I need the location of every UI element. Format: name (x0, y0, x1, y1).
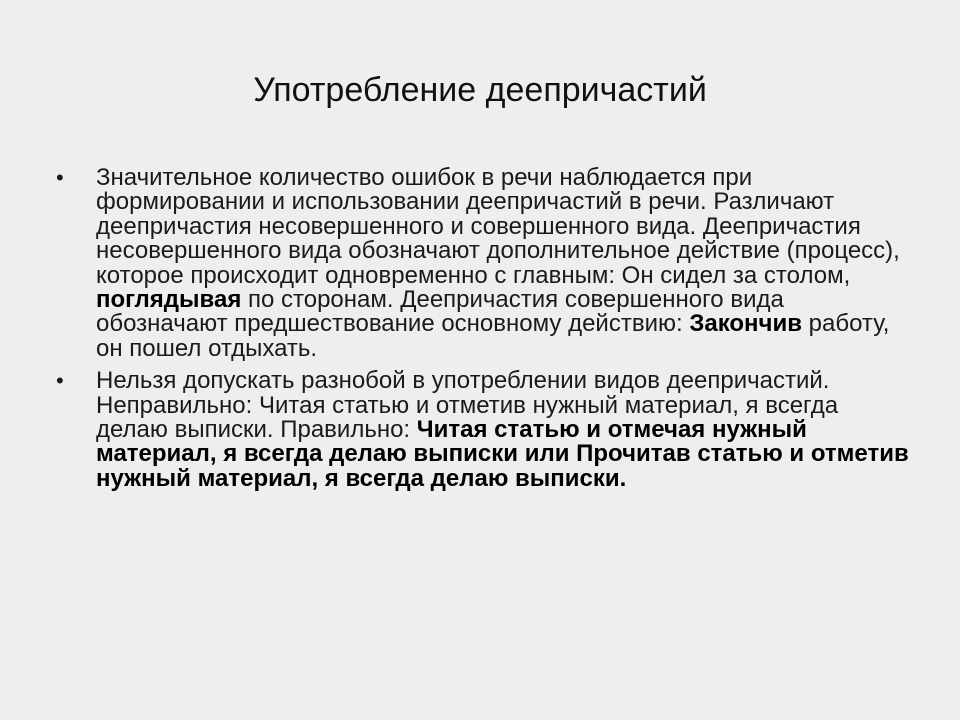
bullet-item (56, 166, 916, 361)
bullet-text (96, 164, 900, 362)
text-segment: Нельзя допускать разнобой в употреблении видов деепричастий. Неправильно: Читая статью и отметив нужный материал, я всегда делаю выписки. Правильно: (96, 367, 839, 444)
bullet-list (56, 166, 916, 499)
text-segment: по сторонам. Деепричастия совершенного вида обозначают предшествование основному действию: (96, 286, 784, 338)
bullet-text (96, 367, 909, 492)
bullet-item (56, 369, 916, 491)
slide-title: Употребление деепричастий (253, 71, 707, 109)
text-segment: работу, он пошел отдыхать. (96, 310, 890, 362)
bold-example-word: поглядывая (96, 286, 242, 314)
text-segment: Значительное количество ошибок в речи наблюдается при формировании и использовании деепричастий в речи. Различают деепричастия несовершенного и совершенного вида. Деепричастия несовершенного вида обозначают дополнительное действие (процесс), которое происходит одновременно с главным: Он сидел за столом, (96, 164, 900, 289)
bullet-dot-icon: • (56, 368, 64, 394)
bold-example-word: Закончив (689, 310, 802, 338)
bullet-dot-icon: • (56, 165, 64, 190)
bold-correct-example: Читая статью и отмечая нужный материал, я всегда делаю выписки или Прочитав статью и отметив нужный материал, я всегда делаю выписки. (96, 416, 909, 492)
